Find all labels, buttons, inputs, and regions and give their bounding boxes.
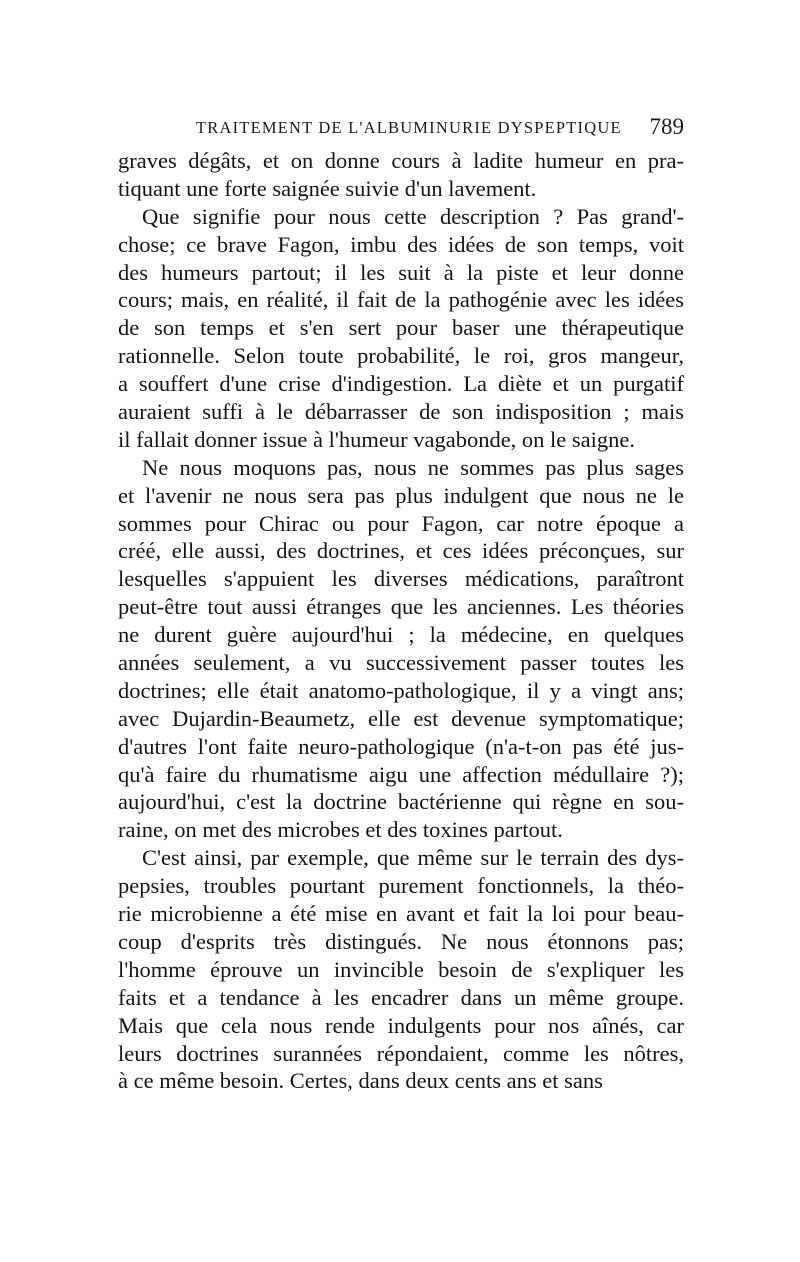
text-line: sommes pour Chirac ou pour Fagon, car notre époque a [118, 510, 684, 536]
running-title: TRAITEMENT DE L'ALBUMINURIE DYSPEPTIQUE [196, 118, 622, 137]
text-line: raine, on met des microbes et des toxines partout. [118, 817, 563, 843]
paragraph [118, 203, 684, 454]
text-line: et l'avenir ne nous sera pas plus indulgent que nous ne le [118, 482, 684, 508]
text-line: ne durent guère aujourd'hui ; la médecine, en quelques [118, 622, 684, 648]
body-text [118, 147, 684, 1095]
text-line: rie microbienne a été mise en avant et fait la loi pour beau- [118, 901, 684, 927]
text-line: coup d'esprits très distingués. Ne nous étonnons pas; [118, 928, 684, 954]
text-line: il fallait donner issue à l'humeur vagabonde, on le saigne. [118, 426, 636, 452]
text-line: C'est ainsi, par exemple, que même sur le terrain des dys- [142, 845, 684, 871]
text-line: lesquelles s'appuient les diverses médications, paraîtront [118, 566, 684, 592]
text-line: Ne nous moquons pas, nous ne sommes pas plus sages [142, 454, 684, 480]
text-line: aujourd'hui, c'est la doctrine bactérienne qui règne en sou- [118, 789, 684, 815]
text-line: leurs doctrines surannées répondaient, comme les nôtres, [118, 1040, 684, 1066]
paragraph [118, 454, 684, 844]
text-line: des humeurs partout; il les suit à la piste et leur donne [118, 259, 684, 285]
text-line: faits et a tendance à les encadrer dans un même groupe. [118, 984, 684, 1010]
text-line: tiquant une forte saignée suivie d'un lavement. [118, 175, 537, 201]
text-line: cours; mais, en réalité, il fait de la pathogénie avec les idées [118, 287, 684, 313]
text-line: créé, elle aussi, des doctrines, et ces idées préconçues, sur [118, 538, 684, 564]
text-line: années seulement, a vu successivement passer toutes les [118, 650, 684, 676]
text-line: qu'à faire du rhumatisme aigu une affection médullaire ?); [118, 761, 684, 787]
page-number: 789 [649, 114, 684, 139]
running-header [118, 114, 684, 142]
paragraph [118, 147, 684, 203]
text-line: avec Dujardin-Beaumetz, elle est devenue symptomatique; [118, 705, 684, 731]
text-line: peut-être tout aussi étranges que les anciennes. Les théories [118, 594, 684, 620]
text-line: Mais que cela nous rende indulgents pour nos aînés, car [118, 1012, 684, 1038]
text-line: chose; ce brave Fagon, imbu des idées de son temps, voit [118, 231, 684, 257]
text-line: pepsies, troubles pourtant purement fonctionnels, la théo- [118, 873, 684, 899]
text-line: de son temps et s'en sert pour baser une thérapeutique [118, 315, 684, 341]
text-line: rationnelle. Selon toute probabilité, le roi, gros mangeur, [118, 343, 684, 369]
text-line: l'homme éprouve un invincible besoin de s'expliquer les [118, 956, 684, 982]
text-line: d'autres l'ont faite neuro-pathologique (n'a-t-on pas été jus- [118, 733, 684, 759]
text-line: a souffert d'une crise d'indigestion. La diète et un purgatif [118, 371, 684, 397]
text-line: graves dégâts, et on donne cours à ladite humeur en pra- [118, 148, 684, 173]
paragraph [118, 844, 684, 1095]
text-line: doctrines; elle était anatomo-pathologique, il y a vingt ans; [118, 677, 684, 703]
text-line: à ce même besoin. Certes, dans deux cents ans et sans [118, 1068, 603, 1094]
text-line: Que signifie pour nous cette description ? Pas grand'- [142, 203, 684, 229]
text-line: auraient suffi à le débarrasser de son indisposition ; mais [118, 399, 684, 425]
